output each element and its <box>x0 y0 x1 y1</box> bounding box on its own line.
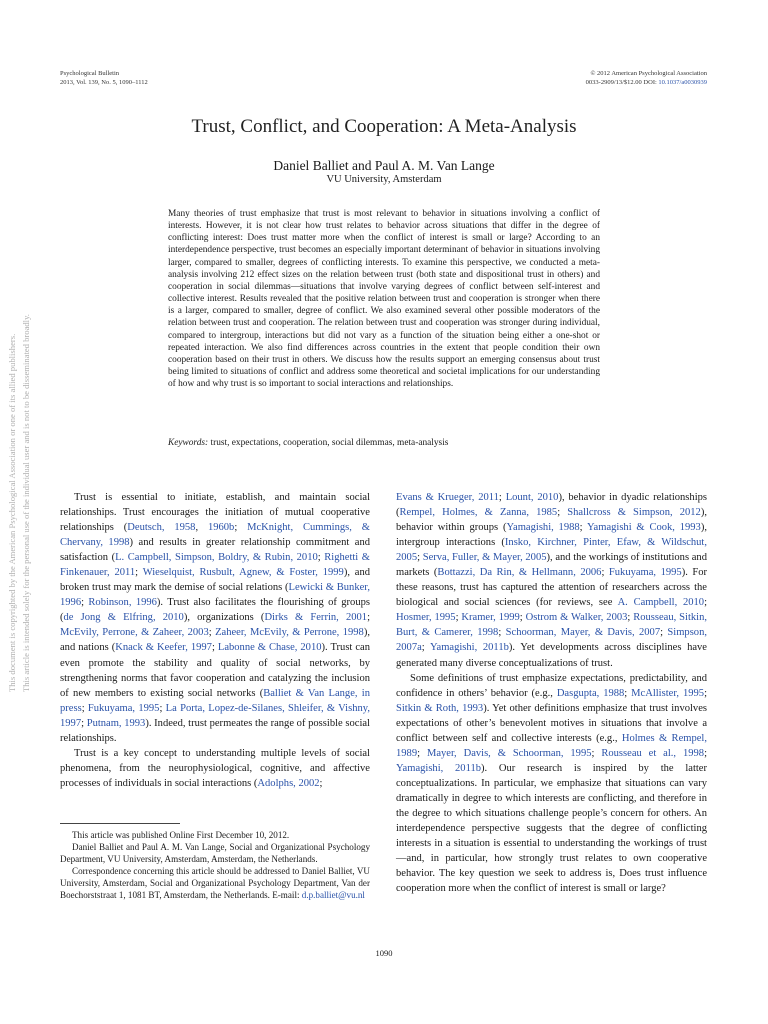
body-text: Trust is essential to initiate, establish, and maintain social relationships. Trust encourages the initiation of mutual cooperative relationships ( <box>60 492 370 534</box>
citation-link[interactable]: Insko, Kirchner, Pinter, Efaw, & Wildschut, 2005 <box>396 537 707 564</box>
citation-link[interactable]: Rempel, Holmes, & Zanna, 1985 <box>399 507 558 519</box>
body-text: ; <box>319 777 323 789</box>
issn-text: 0033-2909/13/$12.00 DOI: <box>585 78 659 86</box>
body-text: ; <box>81 597 89 609</box>
body-text: ; <box>704 747 707 759</box>
body-text: Trust is a key concept to understanding multiple levels of social phenomena, from the neurophysiological, cognitive, and affective processes of individuals in social interactions ( <box>60 747 370 789</box>
body-text: ; <box>557 507 568 519</box>
body-text: ), and the workings of institutions and markets ( <box>396 552 707 579</box>
body-text: ; <box>519 612 526 624</box>
body-paragraph <box>396 490 707 671</box>
body-text: ; <box>135 567 143 579</box>
body-text: ; <box>367 612 370 624</box>
body-text: ; <box>704 687 707 699</box>
body-text: ; <box>498 627 506 639</box>
body-text: ; <box>704 597 708 609</box>
citation-link[interactable]: Labonne & Chase, 2010 <box>217 642 322 654</box>
citation-link[interactable]: La Porta, Lopez-de-Silanes, Shleifer, & Vishny, 1997 <box>60 702 370 729</box>
citation-link[interactable]: Fukuyama, 1995 <box>87 702 160 714</box>
body-text: ; <box>81 702 88 714</box>
citation-link[interactable]: Righetti & Finkenauer, 2011 <box>60 552 370 579</box>
citation-link[interactable]: McEvily, Perrone, & Zaheer, 2003 <box>60 627 209 639</box>
citation-link[interactable]: Dasgupta, 1988 <box>556 687 625 699</box>
citation-link[interactable]: Ostrom & Walker, 2003 <box>525 612 628 624</box>
body-text: ), and nations ( <box>60 627 370 654</box>
citation-link[interactable]: 1960b <box>207 522 235 534</box>
citation-link[interactable]: Adolphs, 2002 <box>257 777 320 789</box>
email-link[interactable]: d.p.balliet@vu.nl <box>301 890 365 901</box>
citation-link[interactable]: A. Campbell, 2010 <box>617 597 705 609</box>
body-text: ), and broken trust may mark the demise of social relations ( <box>60 567 370 594</box>
footnote-divider <box>60 823 180 824</box>
citation-link[interactable]: Rousseau, Sitkin, Burt, & Camerer, 1998 <box>396 612 707 639</box>
body-text: Some definitions of trust emphasize expectations, predictability, and confidence in others’ behavior (e.g., <box>396 672 707 699</box>
body-text: ; <box>421 642 430 654</box>
body-text: ). Yet developments across disciplines have generated many diverse conceptualizations of trust. <box>396 642 707 669</box>
body-text: ; <box>591 747 602 759</box>
journal-name: Psychological Bulletin <box>60 70 120 77</box>
body-text: ), intergroup interactions ( <box>396 522 707 549</box>
body-text: ; <box>627 612 634 624</box>
body-text: ; <box>455 612 462 624</box>
doi-line <box>408 79 707 88</box>
citation-link[interactable]: Shallcross & Simpson, 2012 <box>567 507 701 519</box>
body-text: ). Trust can even promote the stability and quality of social networks, by strengthening norms that favor cooperation and catalyzing the inclusion of new members to existing social networks ( <box>60 642 370 699</box>
body-text: ; <box>601 567 609 579</box>
body-paragraph <box>60 490 370 746</box>
citation-link[interactable]: Rousseau et al., 1998 <box>601 747 705 759</box>
footnotes <box>60 829 370 902</box>
citation-link[interactable]: L. Campbell, Simpson, Boldry, & Rubin, 2010 <box>115 552 318 564</box>
body-text: ; <box>624 687 632 699</box>
body-text: ; <box>81 717 87 729</box>
citation-link[interactable]: Kramer, 1999 <box>461 612 520 624</box>
body-column-right <box>396 490 707 896</box>
body-text: ; <box>417 552 423 564</box>
citation-link[interactable]: Lewicki & Bunker, 1996 <box>60 582 370 609</box>
citation-link[interactable]: Yamagishi, 2011b <box>396 762 481 774</box>
body-text: ). Our research is inspired by the latter conceptualizations. In particular, we emphasize that situations can vary dramatically in degree to which interests are conflicting, and therefore in the degree to which situations challenge people’s concern for others. An interdependence perspective suggests that the degree of conflicting interests in a situation is essential to understanding the workings of trust—and, in particular, how strongly trust relates to own cooperative behavior. The key question we seek to address is, Does trust influence cooperation more when the conflict of interest is small or large? <box>396 762 707 895</box>
body-paragraph <box>60 746 370 791</box>
citation-link[interactable]: Yamagishi & Cook, 1993 <box>587 522 701 534</box>
body-text: ; <box>159 702 166 714</box>
doi-link[interactable]: 10.1037/a0030939 <box>658 78 707 86</box>
copyright-line: © 2012 American Psychological Association <box>590 70 707 77</box>
copyright-info <box>408 70 707 87</box>
journal-volume: 2013, Vol. 139, No. 5, 1090–1112 <box>60 78 148 86</box>
citation-link[interactable]: Deutsch, 1958 <box>127 522 196 534</box>
citation-link[interactable]: Serva, Fuller, & Mayer, 2005 <box>422 552 547 564</box>
copyright-watermark <box>5 314 33 692</box>
body-text: ; <box>211 642 218 654</box>
body-text: ; <box>660 627 668 639</box>
authors: Daniel Balliet and Paul A. M. Van Lange <box>273 158 495 173</box>
body-text: ; <box>208 627 216 639</box>
citation-link[interactable]: Fukuyama, 1995 <box>608 567 682 579</box>
body-text: ), behavior in dyadic relationships ( <box>396 492 707 519</box>
body-text: ), organizations ( <box>183 612 265 624</box>
watermark-line-1: This document is copyrighted by the American Psychological Association or one of its allied publishers. <box>7 333 17 692</box>
abstract: Many theories of trust emphasize that trust is most relevant to behavior in situations involving a conflict of interests. However, it is not clear how trust relates to behavior across situations that differ in the degree of conflicting interest: Does trust matter more when the conflict of interest is small or large? According to an interdependence perspective, trust becomes an especially important determinant of behavior in situations involving larger, compared to smaller, degrees of conflicting interests. To examine this perspective, we conducted a meta-analysis involving 212 effect sizes on the relation between trust (both state and dispositional trust in others) and cooperation in social dilemmas—situations that involve varying degrees of conflict between self-interest and collective interest. Results revealed that the positive relation between trust and cooperation is stronger when there is a larger, compared to smaller, degree of conflict. We also examined several other possible moderators of the relation between trust and cooperation. The relation between trust and cooperation was stronger during individual, compared to intergroup, interactions but did not vary as a function of the situation being either a one-shot or repeated interaction. We also find differences across countries in the extent that people condition their own cooperation based on their trust in others. We discuss how the results support an emerging consensus about trust being limited to situations of conflict and address some theoretical and societal implications for our understanding of how and why trust is so important to social interactions and relationships. <box>168 209 600 390</box>
body-text: ). Yet other definitions emphasize that trust involves expectations of other’s benevolent motives in situations that involve a conflict between self and collective interests (e.g., <box>396 702 707 744</box>
body-text: ; <box>417 747 427 759</box>
correspondence-text: Correspondence concerning this article should be addressed to Daniel Balliet, VU University, Amsterdam, Social and Organizational Psychology Department, Van der Boechorststraat 1, 1081 BT, Amsterdam, the Netherlands. E-mail: <box>60 866 370 901</box>
citation-link[interactable]: McAllister, 1995 <box>631 687 705 699</box>
footnote-published: This article was published Online First December 10, 2012. <box>72 830 290 840</box>
body-text: ; <box>317 552 325 564</box>
citation-link[interactable]: Mayer, Davis, & Schoorman, 1995 <box>426 747 592 759</box>
keywords-list: trust, expectations, cooperation, social dilemmas, meta-analysis <box>210 438 449 448</box>
body-text: ). For these reasons, trust has captured the attention of researchers across the biological and social sciences (for reviews, see <box>396 567 707 609</box>
citation-link[interactable]: Dirks & Ferrin, 2001 <box>264 612 368 624</box>
body-text: , <box>195 522 208 534</box>
citation-link[interactable]: McKnight, Cummings, & Chervany, 1998 <box>60 522 370 549</box>
citation-link[interactable]: Knack & Keefer, 1997 <box>115 642 212 654</box>
body-text: ), behavior within groups ( <box>396 507 707 534</box>
body-text: ). Trust also facilitates the flourishing of groups ( <box>60 597 370 624</box>
journal-info <box>60 70 148 87</box>
citation-link[interactable]: Putnam, 1993 <box>86 717 146 729</box>
body-text: ; <box>498 492 506 503</box>
footnote-author-note: Daniel Balliet and Paul A. M. Van Lange, Social and Organizational Psychology Department, VU University, Amsterdam, Amsterdam, the Netherlands. <box>60 842 370 865</box>
citation-link[interactable]: Bottazzi, Da Rin, & Hellmann, 2006 <box>437 567 602 579</box>
keywords-label: Keywords: <box>168 438 209 448</box>
citation-link[interactable]: Lount, 2010 <box>505 492 559 503</box>
body-text: ; <box>579 522 587 534</box>
citation-link[interactable]: Yamagishi, 2011b <box>429 642 509 654</box>
citation-link[interactable]: Robinson, 1996 <box>88 597 157 609</box>
citation-link[interactable]: Simpson, 2007a <box>396 627 707 654</box>
citation-link[interactable]: Schoorman, Mayer, & Davis, 2007 <box>505 627 661 639</box>
watermark-line-2: This article is intended solely for the personal use of the individual user and is not to be disseminated broadly. <box>21 314 31 692</box>
body-text: ; <box>234 522 248 534</box>
footnote-correspondence <box>60 865 370 901</box>
article-title: Trust, Conflict, and Cooperation: A Meta-Analysis <box>191 116 577 137</box>
citation-link[interactable]: de Jong & Elfring, 2010 <box>63 612 184 624</box>
citation-link[interactable]: Yamagishi, 1988 <box>506 522 580 534</box>
affiliation: VU University, Amsterdam <box>326 174 442 185</box>
body-paragraph <box>396 671 707 897</box>
citation-link[interactable]: Zaheer, McEvily, & Perrone, 1998 <box>215 627 364 639</box>
body-column-left <box>60 490 370 791</box>
page-number: 1090 <box>375 948 393 958</box>
citation-link[interactable]: Balliet & Van Lange, in press <box>60 687 370 714</box>
body-text: ) and results in greater relationship commitment and satisfaction ( <box>60 537 370 564</box>
keywords <box>168 437 600 449</box>
citation-link[interactable]: Wieselquist, Rusbult, Agnew, & Foster, 1999 <box>142 567 344 579</box>
citation-link[interactable]: Hosmer, 1995 <box>396 612 456 624</box>
citation-link[interactable]: Evans & Krueger, 2011 <box>396 492 499 503</box>
citation-link[interactable]: Holmes & Rempel, 1989 <box>396 732 707 759</box>
citation-link[interactable]: Sitkin & Roth, 1993 <box>396 702 484 714</box>
body-text: ). Indeed, trust permeates the range of possible social relationships. <box>60 717 370 744</box>
